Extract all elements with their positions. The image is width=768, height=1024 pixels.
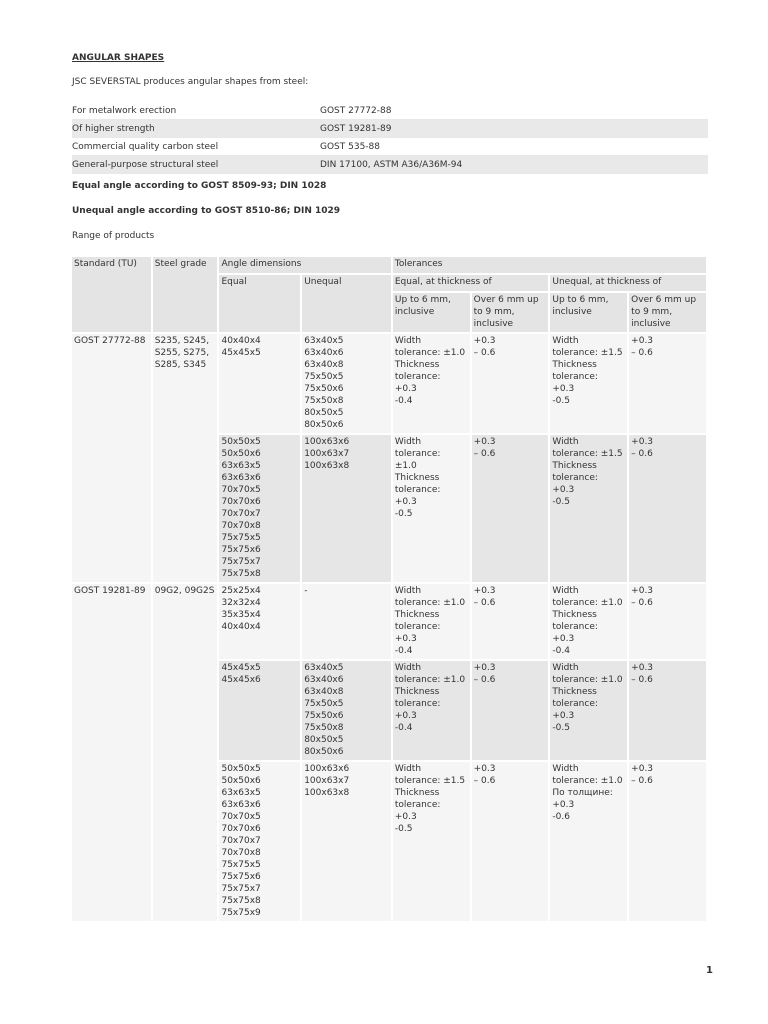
products-table	[70, 255, 708, 923]
steel-standard: DIN 17100, ASTM A36/A36M-94	[320, 156, 708, 174]
un-up-to-6-cell: Width tolerance: ±1.5 Thickness tolerance: +0.3 -0.5	[550, 334, 627, 433]
steel-type-row	[72, 120, 708, 138]
header-tolerances: Tolerances	[393, 257, 706, 273]
un-over-6-cell: +0.3 – 0.6	[629, 584, 706, 659]
un-over-6-cell: +0.3 – 0.6	[629, 435, 706, 582]
un-over-6-cell: +0.3 – 0.6	[629, 661, 706, 760]
steel-purpose: Commercial quality carbon steel	[72, 138, 320, 156]
eq-over-6-cell: +0.3 – 0.6	[472, 334, 549, 433]
standard-cell: GOST 27772-88	[72, 334, 151, 582]
grade-cell: 09G2, 09G2S	[153, 584, 218, 921]
steel-types-table	[72, 102, 708, 174]
eq-up-to-6-cell: Width tolerance: ±1.0 Thickness tolerance: +0.3 -0.5	[393, 435, 470, 582]
header-up-to-6: Up to 6 mm, inclusive	[550, 293, 627, 332]
steel-type-row	[72, 102, 708, 120]
equal-dims-cell: 25x25x4 32x32x4 35x35x4 40x40x4	[219, 584, 300, 659]
range-title: Range of products	[72, 231, 155, 241]
intro-text: JSC SEVERSTAL produces angular shapes from steel:	[72, 77, 309, 87]
unequal-dims-cell: 100x63x6 100x63x7 100x63x8	[302, 435, 391, 582]
equal-dims-cell: 45x45x5 45x45x6	[219, 661, 300, 760]
header-angle-dimensions: Angle dimensions	[219, 257, 390, 273]
header-over-6: Over 6 mm up to 9 mm, inclusive	[629, 293, 706, 332]
steel-purpose: General-purpose structural steel	[72, 156, 320, 174]
header-standard: Standard (TU)	[72, 257, 151, 332]
eq-up-to-6-cell: Width tolerance: ±1.0 Thickness tolerance: +0.3 -0.4	[393, 334, 470, 433]
un-over-6-cell: +0.3 – 0.6	[629, 334, 706, 433]
un-over-6-cell: +0.3 – 0.6	[629, 762, 706, 921]
header-equal: Equal	[219, 275, 300, 332]
steel-standard: GOST 19281-89	[320, 120, 708, 138]
unequal-dims-cell: 63x40x5 63x40x6 63x40x8 75x50x5 75x50x6 75x50x8 80x50x5 80x50x6	[302, 661, 391, 760]
steel-standard: GOST 27772-88	[320, 102, 708, 120]
table-row	[72, 584, 706, 659]
header-unequal-thickness: Unequal, at thickness of	[550, 275, 706, 291]
steel-type-row	[72, 156, 708, 174]
steel-purpose: For metalwork erection	[72, 102, 320, 120]
eq-up-to-6-cell: Width tolerance: ±1.5 Thickness tolerance: +0.3 -0.5	[393, 762, 470, 921]
un-up-to-6-cell: Width tolerance: ±1.5 Thickness tolerance: +0.3 -0.5	[550, 435, 627, 582]
page-heading: ANGULAR SHAPES	[72, 53, 165, 63]
eq-over-6-cell: +0.3 – 0.6	[472, 661, 549, 760]
equal-dims-cell: 40x40x4 45x45x5	[219, 334, 300, 433]
eq-up-to-6-cell: Width tolerance: ±1.0 Thickness tolerance: +0.3 -0.4	[393, 584, 470, 659]
unequal-dims-cell: 100x63x6 100x63x7 100x63x8	[302, 762, 391, 921]
un-up-to-6-cell: Width tolerance: ±1.0 Thickness tolerance: +0.3 -0.5	[550, 661, 627, 760]
eq-over-6-cell: +0.3 – 0.6	[472, 435, 549, 582]
header-steel-grade: Steel grade	[153, 257, 218, 332]
eq-up-to-6-cell: Width tolerance: ±1.0 Thickness tolerance: +0.3 -0.4	[393, 661, 470, 760]
equal-dims-cell: 50x50x5 50x50x6 63x63x5 63x63x6 70x70x5 70x70x6 70x70x7 70x70x8 75x75x5 75x75x6 75x75x7 75x75x8 75x75x9	[219, 762, 300, 921]
unequal-dims-cell: -	[302, 584, 391, 659]
header-row	[72, 257, 706, 273]
un-up-to-6-cell: Width tolerance: ±1.0 Thickness tolerance: +0.3 -0.4	[550, 584, 627, 659]
header-unequal: Unequal	[302, 275, 391, 332]
eq-over-6-cell: +0.3 – 0.6	[472, 584, 549, 659]
steel-purpose: Of higher strength	[72, 120, 320, 138]
un-up-to-6-cell: Width tolerance: ±1.0 По толщине: +0.3 -0.6	[550, 762, 627, 921]
equal-angle-title: Equal angle according to GOST 8509-93; DIN 1028	[72, 181, 327, 191]
unequal-dims-cell: 63x40x5 63x40x6 63x40x8 75x50x5 75x50x6 75x50x8 80x50x5 80x50x6	[302, 334, 391, 433]
page-number: 1	[706, 965, 713, 976]
equal-dims-cell: 50x50x5 50x50x6 63x63x5 63x63x6 70x70x5 70x70x6 70x70x7 70x70x8 75x75x5 75x75x6 75x75x7 75x75x8	[219, 435, 300, 582]
steel-type-row	[72, 138, 708, 156]
standard-cell: GOST 19281-89	[72, 584, 151, 921]
grade-cell: S235, S245, S255, S275, S285, S345	[153, 334, 218, 582]
unequal-angle-title: Unequal angle according to GOST 8510-86; DIN 1029	[72, 206, 341, 216]
header-equal-thickness: Equal, at thickness of	[393, 275, 549, 291]
eq-over-6-cell: +0.3 – 0.6	[472, 762, 549, 921]
header-over-6: Over 6 mm up to 9 mm, inclusive	[472, 293, 549, 332]
header-up-to-6: Up to 6 mm, inclusive	[393, 293, 470, 332]
steel-standard: GOST 535-88	[320, 138, 708, 156]
table-row	[72, 334, 706, 433]
